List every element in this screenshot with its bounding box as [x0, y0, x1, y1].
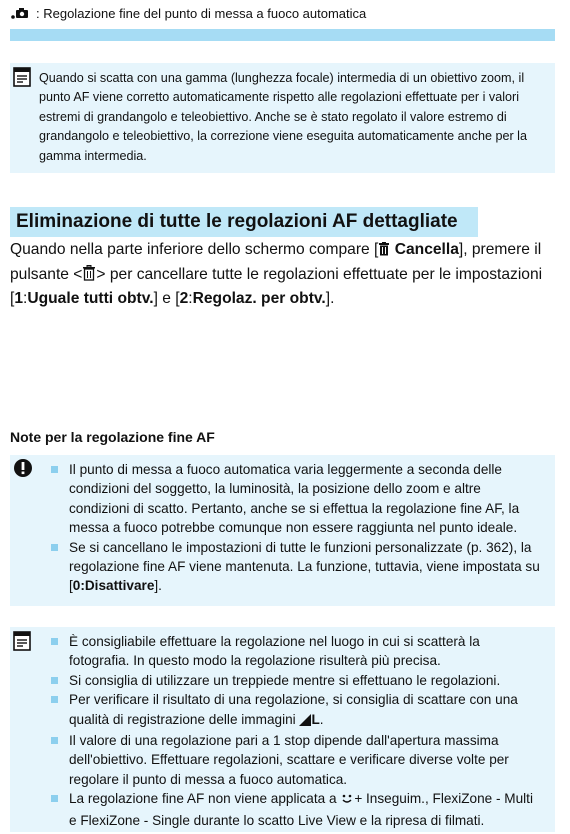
note-text: Quando si scatta con una gamma (lunghezza focale) intermedia di un obiettivo zoom, il punto AF viene corretto automaticamente rispetto alle regolazioni effettuate per i valori estremi di grandangolo e teleobiettivo. Anche se è stato regolato il valore estremo di grandangolo e teleobiettivo, la correzione viene eseguita automaticamente anche per la gamma intermedia. — [39, 71, 527, 163]
page-header — [10, 4, 560, 24]
list-item-text: La regolazione fine AF non viene applicata a — [69, 791, 341, 807]
option-label: Uguale tutti obtv. — [27, 290, 154, 307]
para-text: ], premere il pulsante < — [10, 241, 542, 283]
note-box-zoom — [10, 63, 555, 173]
para-text: ] e [ — [153, 290, 180, 307]
list-item: Il valore di una regolazione pari a 1 stop dipende dall'apertura massima dell'obiettivo. Effettuare regolazioni, scattare e verificare diverse volte per regolare il punto di messa a fuoco automatica. — [47, 731, 541, 789]
tips-list — [47, 632, 541, 830]
note-icon — [13, 67, 31, 92]
caution-icon — [13, 458, 33, 483]
quality-label: L — [311, 711, 320, 727]
list-item-text: Se si cancellano le impostazioni di tutte le funzioni personalizzate (p. 362), la regolazione fine AF viene mantenuta. La funzione, tuttavia, viene impostata su [ — [69, 539, 540, 594]
camera-settings-icon — [10, 6, 32, 26]
para-text: ]. — [325, 290, 335, 307]
list-item-text: ]. — [154, 578, 162, 594]
caution-box — [10, 455, 555, 606]
section-title: Eliminazione di tutte le regolazioni AF dettagliate — [10, 207, 478, 237]
header-bar — [10, 29, 555, 41]
cancel-label: Cancella — [394, 241, 459, 258]
list-item — [47, 789, 541, 830]
face-tracking-icon — [340, 791, 354, 810]
notes-title: Note per la regolazione fine AF — [10, 429, 215, 445]
note-icon — [13, 631, 31, 656]
option-label: Regolaz. per obtv. — [192, 290, 326, 307]
section-paragraph — [10, 239, 560, 311]
list-item-text: . — [319, 711, 324, 727]
option-number: 1 — [14, 290, 24, 307]
list-item-text: + Inseguim., FlexiZone - Multi e FlexiZone - Single durante lo scatto Live View e la ripresa di filmati. — [69, 791, 533, 828]
list-item-text: Per verificare il risultato di una regolazione, si consiglia di scattare con una qualità di registrazione delle immagini — [69, 692, 518, 727]
option-number: 2 — [179, 290, 189, 307]
note-box-tips — [10, 627, 555, 832]
para-text: > per cancellare tutte le regolazioni effettuate per le impostazioni [ — [10, 265, 543, 307]
para-text: : — [23, 290, 28, 307]
list-item — [47, 538, 541, 596]
para-text: : — [188, 290, 193, 307]
trash-button-icon — [82, 265, 96, 289]
header-title: : Regolazione fine del punto di messa a fuoco automatica — [36, 6, 367, 21]
list-item — [47, 690, 541, 731]
list-item: È consigliabile effettuare la regolazione nel luogo in cui si scatterà la fotografia. In questo modo la regolazione risulterà più precisa. — [47, 632, 541, 671]
caution-list — [47, 460, 541, 596]
list-item: Si consiglia di utilizzare un treppiede mentre si effettuano le regolazioni. — [47, 671, 541, 690]
quality-large-icon — [299, 712, 311, 731]
trash-icon — [378, 241, 390, 264]
para-text: Quando nella parte inferiore dello schermo compare [ — [10, 241, 379, 258]
list-item: Il punto di messa a fuoco automatica varia leggermente a seconda delle condizioni del soggetto, la luminosità, la posizione dello zoom e altre condizioni di scatto. Pertanto, anche se si effettua la regolazione fine AF, la messa a fuoco potrebbe comunque non essere raggiunta nel punto ideale. — [47, 460, 541, 538]
setting-value: 0:Disattivare — [72, 578, 155, 594]
